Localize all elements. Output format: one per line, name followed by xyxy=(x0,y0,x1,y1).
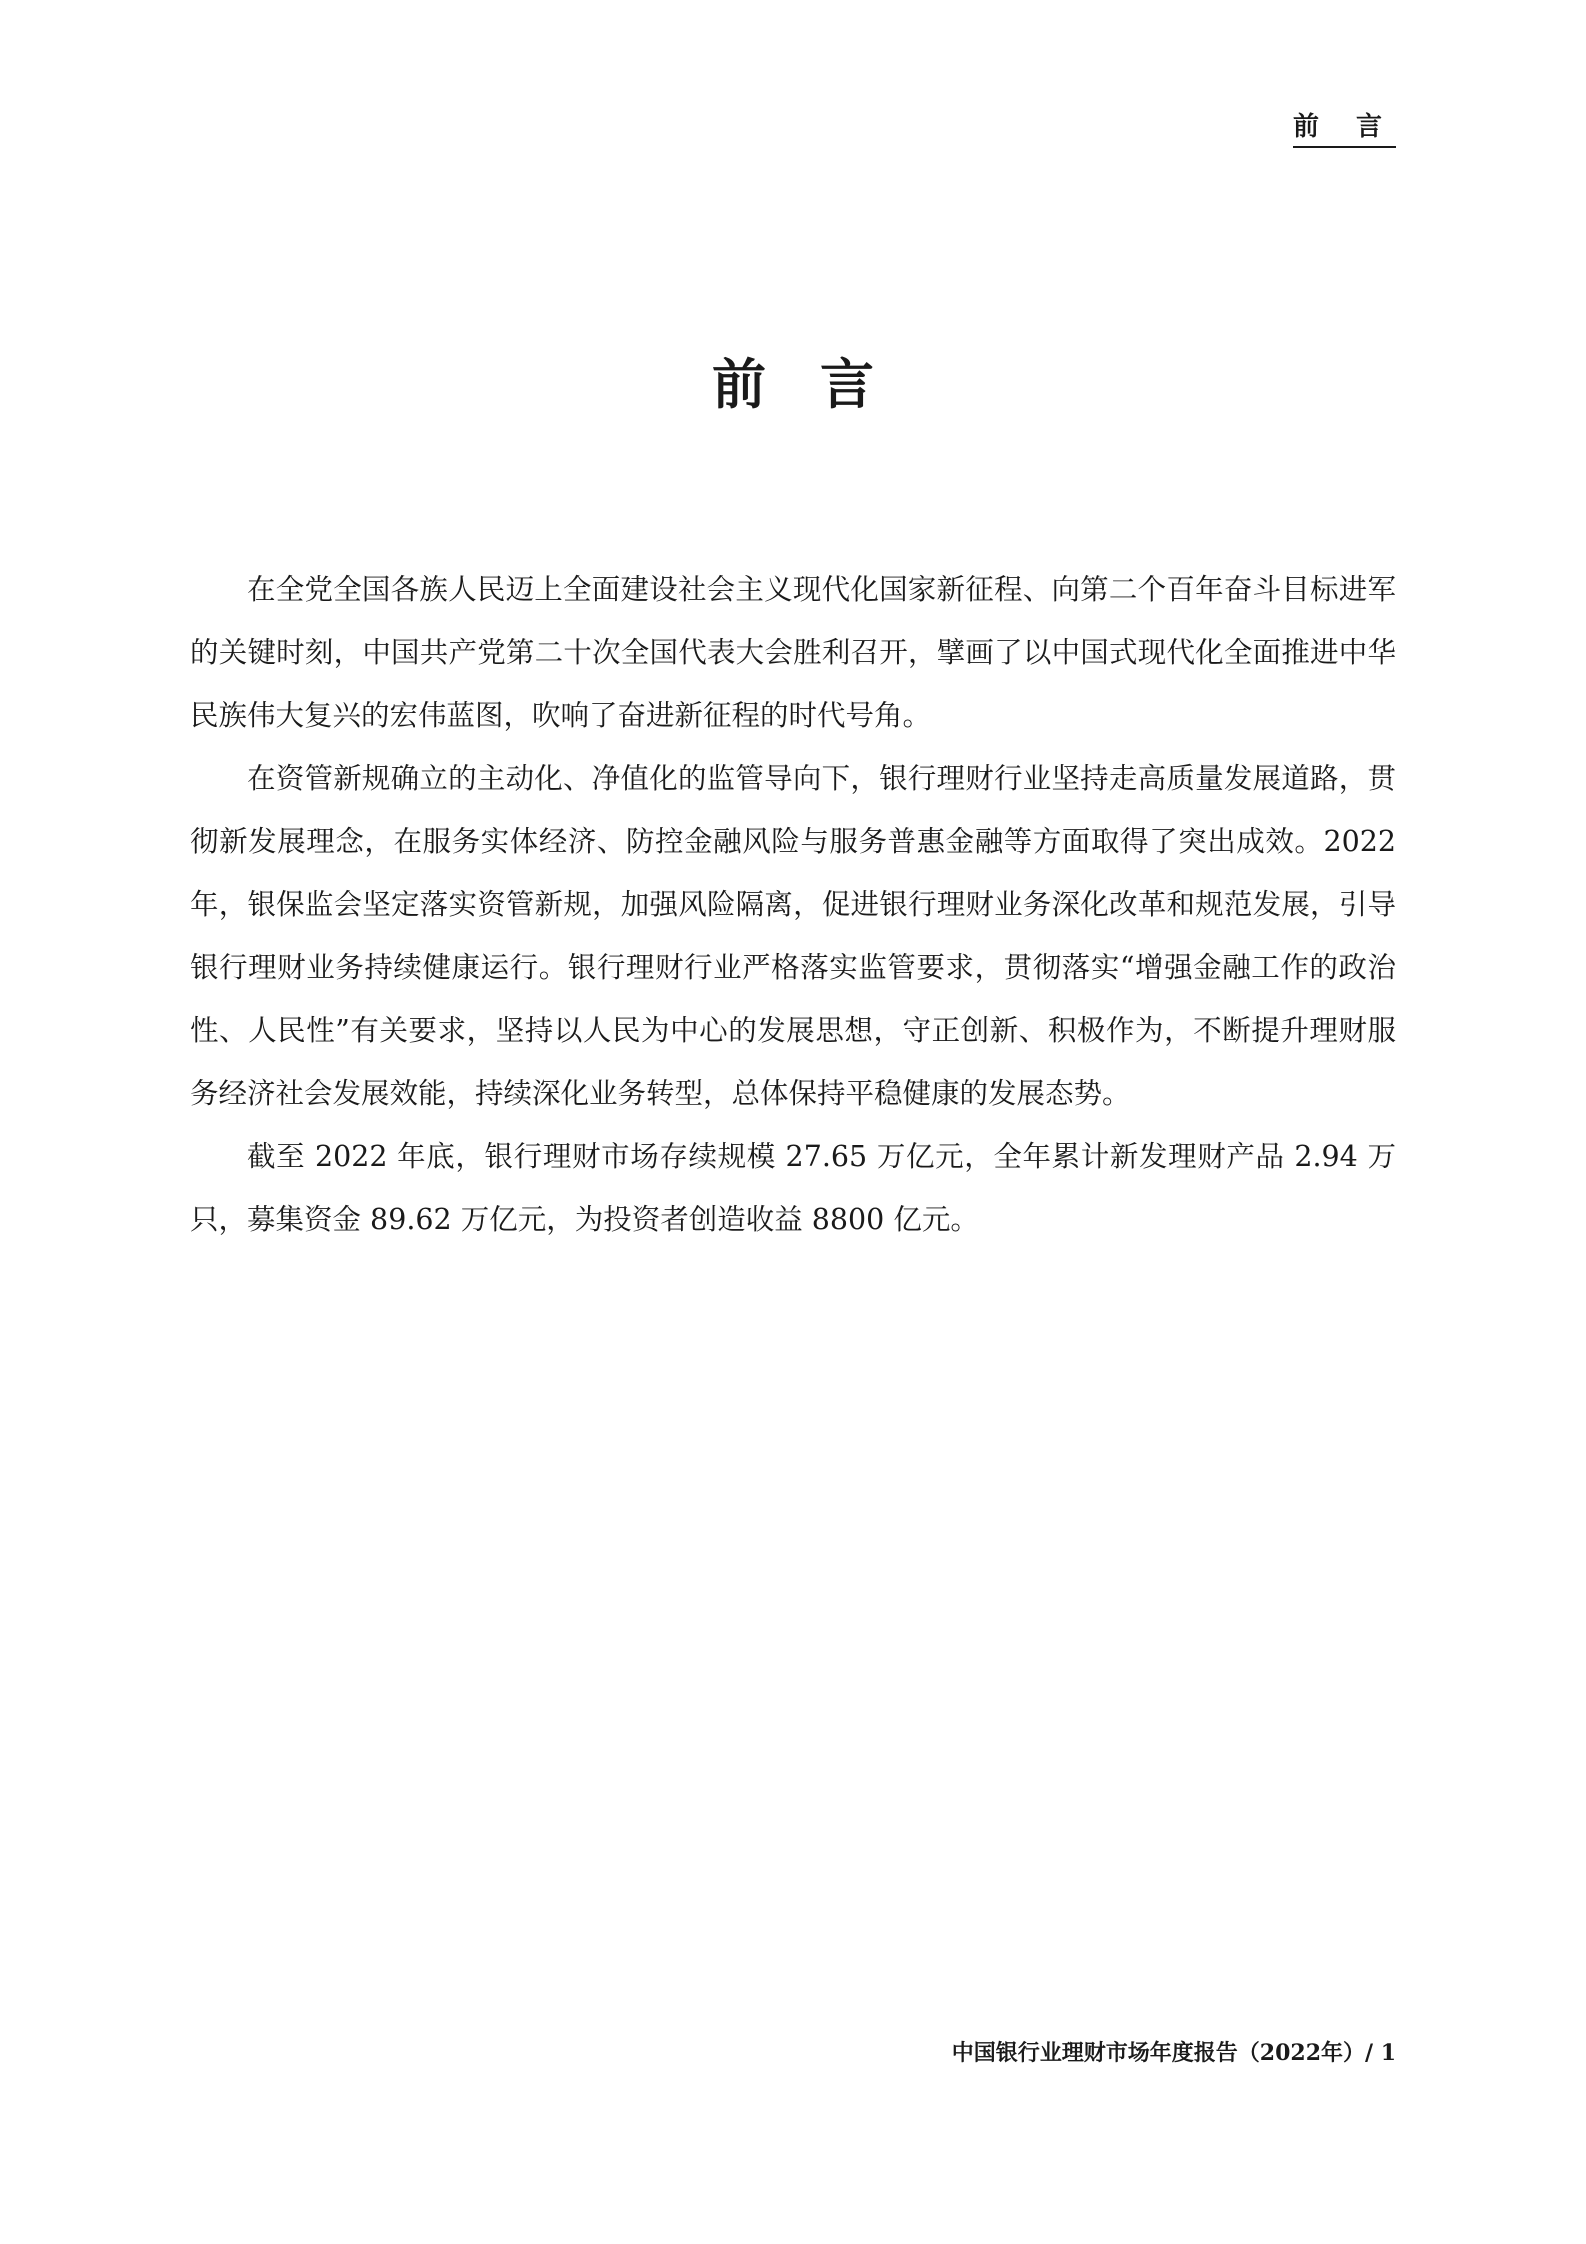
page-footer: 中国银行业理财市场年度报告（2022年）/ 1 xyxy=(951,2039,1396,2066)
body-text xyxy=(190,558,1396,1251)
page-title: 前言 xyxy=(712,352,928,416)
running-header: 前 言 xyxy=(1293,112,1396,148)
paragraph-1: 在全党全国各族人民迈上全面建设社会主义现代化国家新征程、向第二个百年奋斗目标进军的关键时刻，中国共产党第二十次全国代表大会胜利召开，擘画了以中国式现代化全面推进中华民族伟大复兴的宏伟蓝图，吹响了奋进新征程的时代号角。 xyxy=(190,573,1396,732)
paragraph-2: 在资管新规确立的主动化、净值化的监管导向下，银行理财行业坚持走高质量发展道路，贯彻新发展理念，在服务实体经济、防控金融风险与服务普惠金融等方面取得了突出成效。2022 年，银保监会坚定落实资管新规，加强风险隔离，促进银行理财业务深化改革和规范发展，引导银行理财业务持续健康运行。银行理财行业严格落实监管要求，贯彻落实“增强金融工作的政治性、人民性”有关要求，坚持以人民为中心的发展思想，守正创新、积极作为，不断提升理财服务经济社会发展效能，持续深化业务转型，总体保持平稳健康的发展态势。 xyxy=(190,762,1396,1110)
paragraph-3: 截至 2022 年底，银行理财市场存续规模 27.65 万亿元，全年累计新发理财产品 2.94 万只，募集资金 89.62 万亿元，为投资者创造收益 8800 亿元。 xyxy=(190,1140,1396,1236)
